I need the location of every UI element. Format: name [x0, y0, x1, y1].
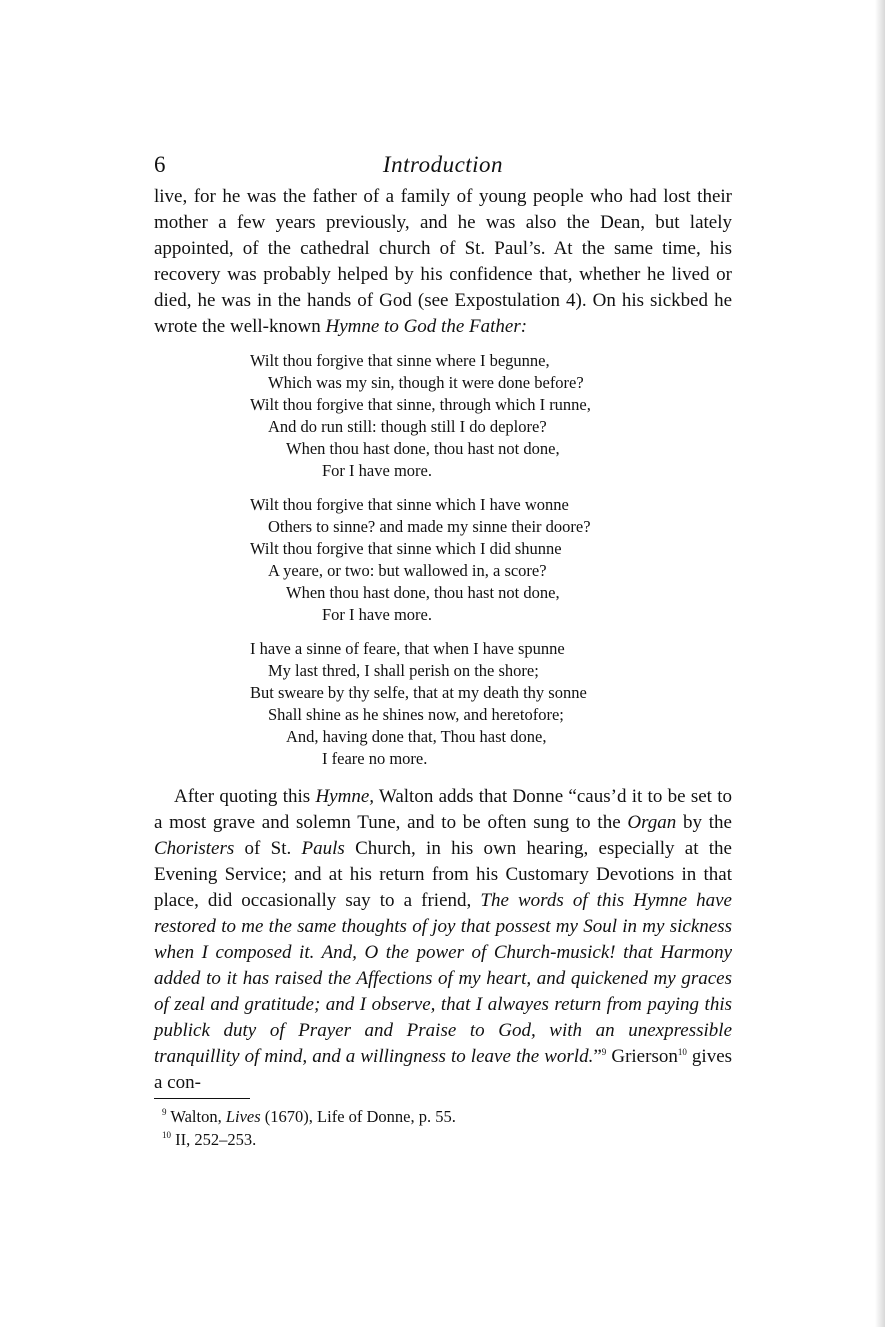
poem-line: My last thred, I shall perish on the shore;	[268, 661, 539, 680]
donne-quotation: The words of this Hymne have restored to me the same thoughts of joy that possest my Soul in my sickness when I composed it. And, O the power of Church-musick! that Harmony added to it has raised the Affections of my heart, and quickened my graces of zeal and gratitude; and I observe, that I alwayes return from paying this publick duty of Prayer and Praise to God, with an unexpressible tranquillity of mind, and a willingness to leave the world.	[154, 890, 732, 1067]
footnote	[154, 1105, 732, 1128]
footnote-marker: 9	[601, 1047, 607, 1057]
footnote-mark: 9	[162, 1107, 167, 1117]
footnote	[154, 1128, 732, 1151]
opening-paragraph	[154, 184, 732, 340]
poem-line: Shall shine as he shines now, and heretofore;	[268, 705, 564, 724]
text-run: by the	[676, 812, 732, 833]
poem-line: And, having done that, Thou hast done,	[286, 727, 547, 746]
text-run: Church, in his own hearing, especially at the Evening Service; and at his return from his Customary Devotions in that place, did occasionally say to a friend,	[154, 838, 732, 911]
poem-line: When thou hast done, thou hast not done,	[286, 583, 560, 602]
book-page	[154, 150, 732, 1151]
poem-line: I have a sinne of feare, that when I have spunne	[250, 639, 565, 658]
footnote-mark: 10	[162, 1130, 171, 1140]
text-run: of St.	[234, 838, 302, 859]
text-run: Walton adds that Donne “caus’d it to be set to a most grave and solemn Tune, and to be often sung to the	[154, 786, 732, 833]
poem-line: Wilt thou forgive that sinne which I have wonne	[250, 495, 569, 514]
poem-line: Wilt thou forgive that sinne where I begunne,	[250, 351, 550, 370]
poem-line: I feare no more.	[322, 749, 428, 768]
stanza	[250, 350, 732, 482]
text-run: gives a con-	[154, 1046, 733, 1093]
footnote-text: Walton,	[166, 1107, 226, 1126]
italic-term: Organ	[627, 812, 677, 833]
running-header	[154, 150, 732, 184]
hymn-poem	[250, 350, 732, 770]
poem-line: Wilt thou forgive that sinne, through which I runne,	[250, 395, 591, 414]
text-run: After quoting this	[174, 786, 316, 807]
footnotes	[154, 1105, 732, 1151]
closing-paragraph	[154, 784, 732, 1096]
poem-line: Wilt thou forgive that sinne which I did shunne	[250, 539, 562, 558]
poem-line: And do run still: though still I do deplore?	[268, 417, 547, 436]
text-run: Grierson	[606, 1046, 678, 1067]
stanza	[250, 638, 732, 770]
poem-line: Others to sinne? and made my sinne their doore?	[268, 517, 591, 536]
poem-line: A yeare, or two: but wallowed in, a score?	[268, 561, 547, 580]
italic-term: Hymne,	[315, 786, 374, 807]
opening-text: live, for he was the father of a family of young people who had lost their mother a few years previously, and he was also the Dean, but lately appointed, of the cathedral church of St. Paul’s. At the same time, his recovery was probably helped by his confidence that, whether he lived or died, he was in the hands of God (see Expostulation 4). On his sickbed he wrote the well-known	[154, 186, 732, 337]
italic-term: Choristers	[154, 838, 235, 859]
footnote-italic: Lives	[225, 1107, 261, 1126]
footnote-text: II, 252–253.	[171, 1130, 257, 1149]
page-number: 6	[154, 152, 166, 177]
footnote-marker: 10	[677, 1047, 687, 1057]
stanza	[250, 494, 732, 626]
italic-term: Pauls	[301, 838, 345, 859]
footnote-rule	[154, 1098, 250, 1099]
page-edge-shadow	[875, 0, 885, 1327]
poem-line: When thou hast done, thou hast not done,	[286, 439, 560, 458]
poem-line: For I have more.	[322, 461, 432, 480]
text-run: ”	[593, 1046, 602, 1067]
footnote-text: (1670), Life of Donne, p. 55.	[260, 1107, 456, 1126]
poem-line: For I have more.	[322, 605, 432, 624]
poem-line: But sweare by thy selfe, that at my death thy sonne	[250, 683, 587, 702]
hymn-title: Hymne to God the Father:	[325, 316, 528, 337]
poem-line: Which was my sin, though it were done before?	[268, 373, 584, 392]
running-title: Introduction	[382, 152, 504, 177]
